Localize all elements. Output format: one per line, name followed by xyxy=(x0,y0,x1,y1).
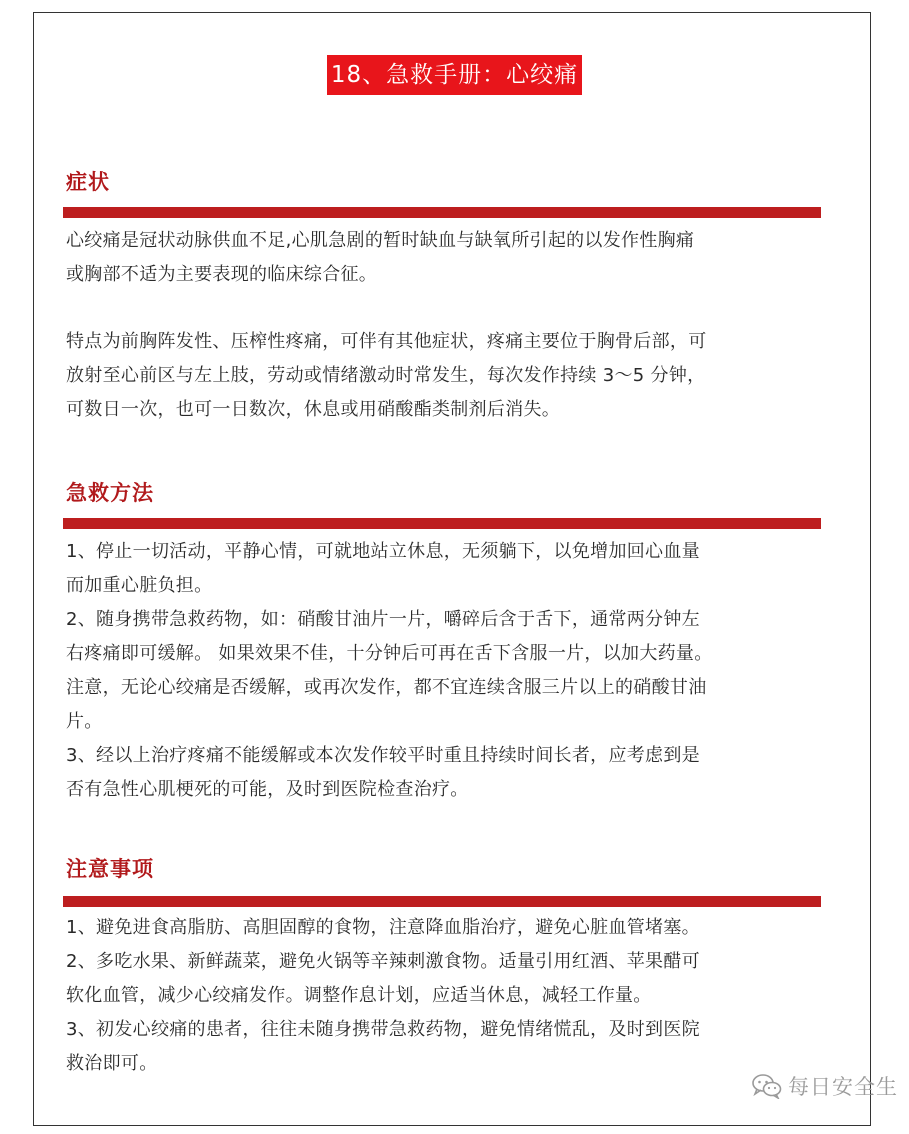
text-line: 特点为前胸阵发性、压榨性疼痛，可伴有其他症状，疼痛主要位于胸骨后部，可 xyxy=(66,331,707,352)
text-line: 或胸部不适为主要表现的临床综合征。 xyxy=(66,264,378,285)
section-heading-first-aid: 急救方法 xyxy=(66,481,154,505)
text-line: 否有急性心肌梗死的可能，及时到医院检查治疗。 xyxy=(66,779,469,800)
paragraph-symptoms-definition xyxy=(66,224,826,292)
section-divider-symptoms xyxy=(63,207,821,218)
text-line: 2、多吃水果、新鲜蔬菜，避免火锅等辛辣刺激食物。适量引用红酒、苹果醋可 xyxy=(66,951,700,972)
title-wrap xyxy=(0,55,909,95)
text-line: 可数日一次，也可一日数次，休息或用硝酸酯类制剂后消失。 xyxy=(66,399,561,420)
paragraph-first-aid xyxy=(66,535,826,807)
watermark xyxy=(752,1068,898,1104)
text-line: 2、随身携带急救药物，如：硝酸甘油片一片，嚼碎后含于舌下，通常两分钟左 xyxy=(66,609,700,630)
text-line: 3、经以上治疗疼痛不能缓解或本次发作较平时重且持续时间长者，应考虑到是 xyxy=(66,745,700,766)
text-line: 3、初发心绞痛的患者，往往未随身携带急救药物，避免情绪慌乱，及时到医院 xyxy=(66,1019,700,1040)
text-line: 1、避免进食高脂肪、高胆固醇的食物，注意降血脂治疗，避免心脏血管堵塞。 xyxy=(66,917,700,938)
text-line: 而加重心脏负担。 xyxy=(66,575,213,596)
wechat-icon xyxy=(752,1073,782,1099)
text-line: 注意，无论心绞痛是否缓解，或再次发作，都不宜连续含服三片以上的硝酸甘油 xyxy=(66,677,707,698)
watermark-text: 每日安全生 xyxy=(788,1075,898,1099)
section-heading-precautions: 注意事项 xyxy=(66,857,154,881)
text-line: 救治即可。 xyxy=(66,1053,158,1074)
text-line: 放射至心前区与左上肢，劳动或情绪激动时常发生，每次发作持续 3～5 分钟， xyxy=(66,365,706,386)
section-divider-precautions xyxy=(63,896,821,907)
paragraph-precautions xyxy=(66,911,826,1081)
page-title: 18、急救手册：心绞痛 xyxy=(327,55,582,95)
text-line: 片。 xyxy=(66,711,103,732)
section-divider-first-aid xyxy=(63,518,821,529)
text-line: 心绞痛是冠状动脉供血不足,心肌急剧的暂时缺血与缺氧所引起的以发作性胸痛 xyxy=(66,230,695,251)
paragraph-symptoms-features xyxy=(66,325,826,427)
text-line: 右疼痛即可缓解。 如果效果不佳，十分钟后可再在舌下含服一片，以加大药量。 xyxy=(66,643,713,664)
text-line: 软化血管，减少心绞痛发作。调整作息计划，应适当休息，减轻工作量。 xyxy=(66,985,652,1006)
text-line: 1、停止一切活动，平静心情，可就地站立休息，无须躺下，以免增加回心血量 xyxy=(66,541,700,562)
section-heading-symptoms: 症状 xyxy=(66,170,110,194)
